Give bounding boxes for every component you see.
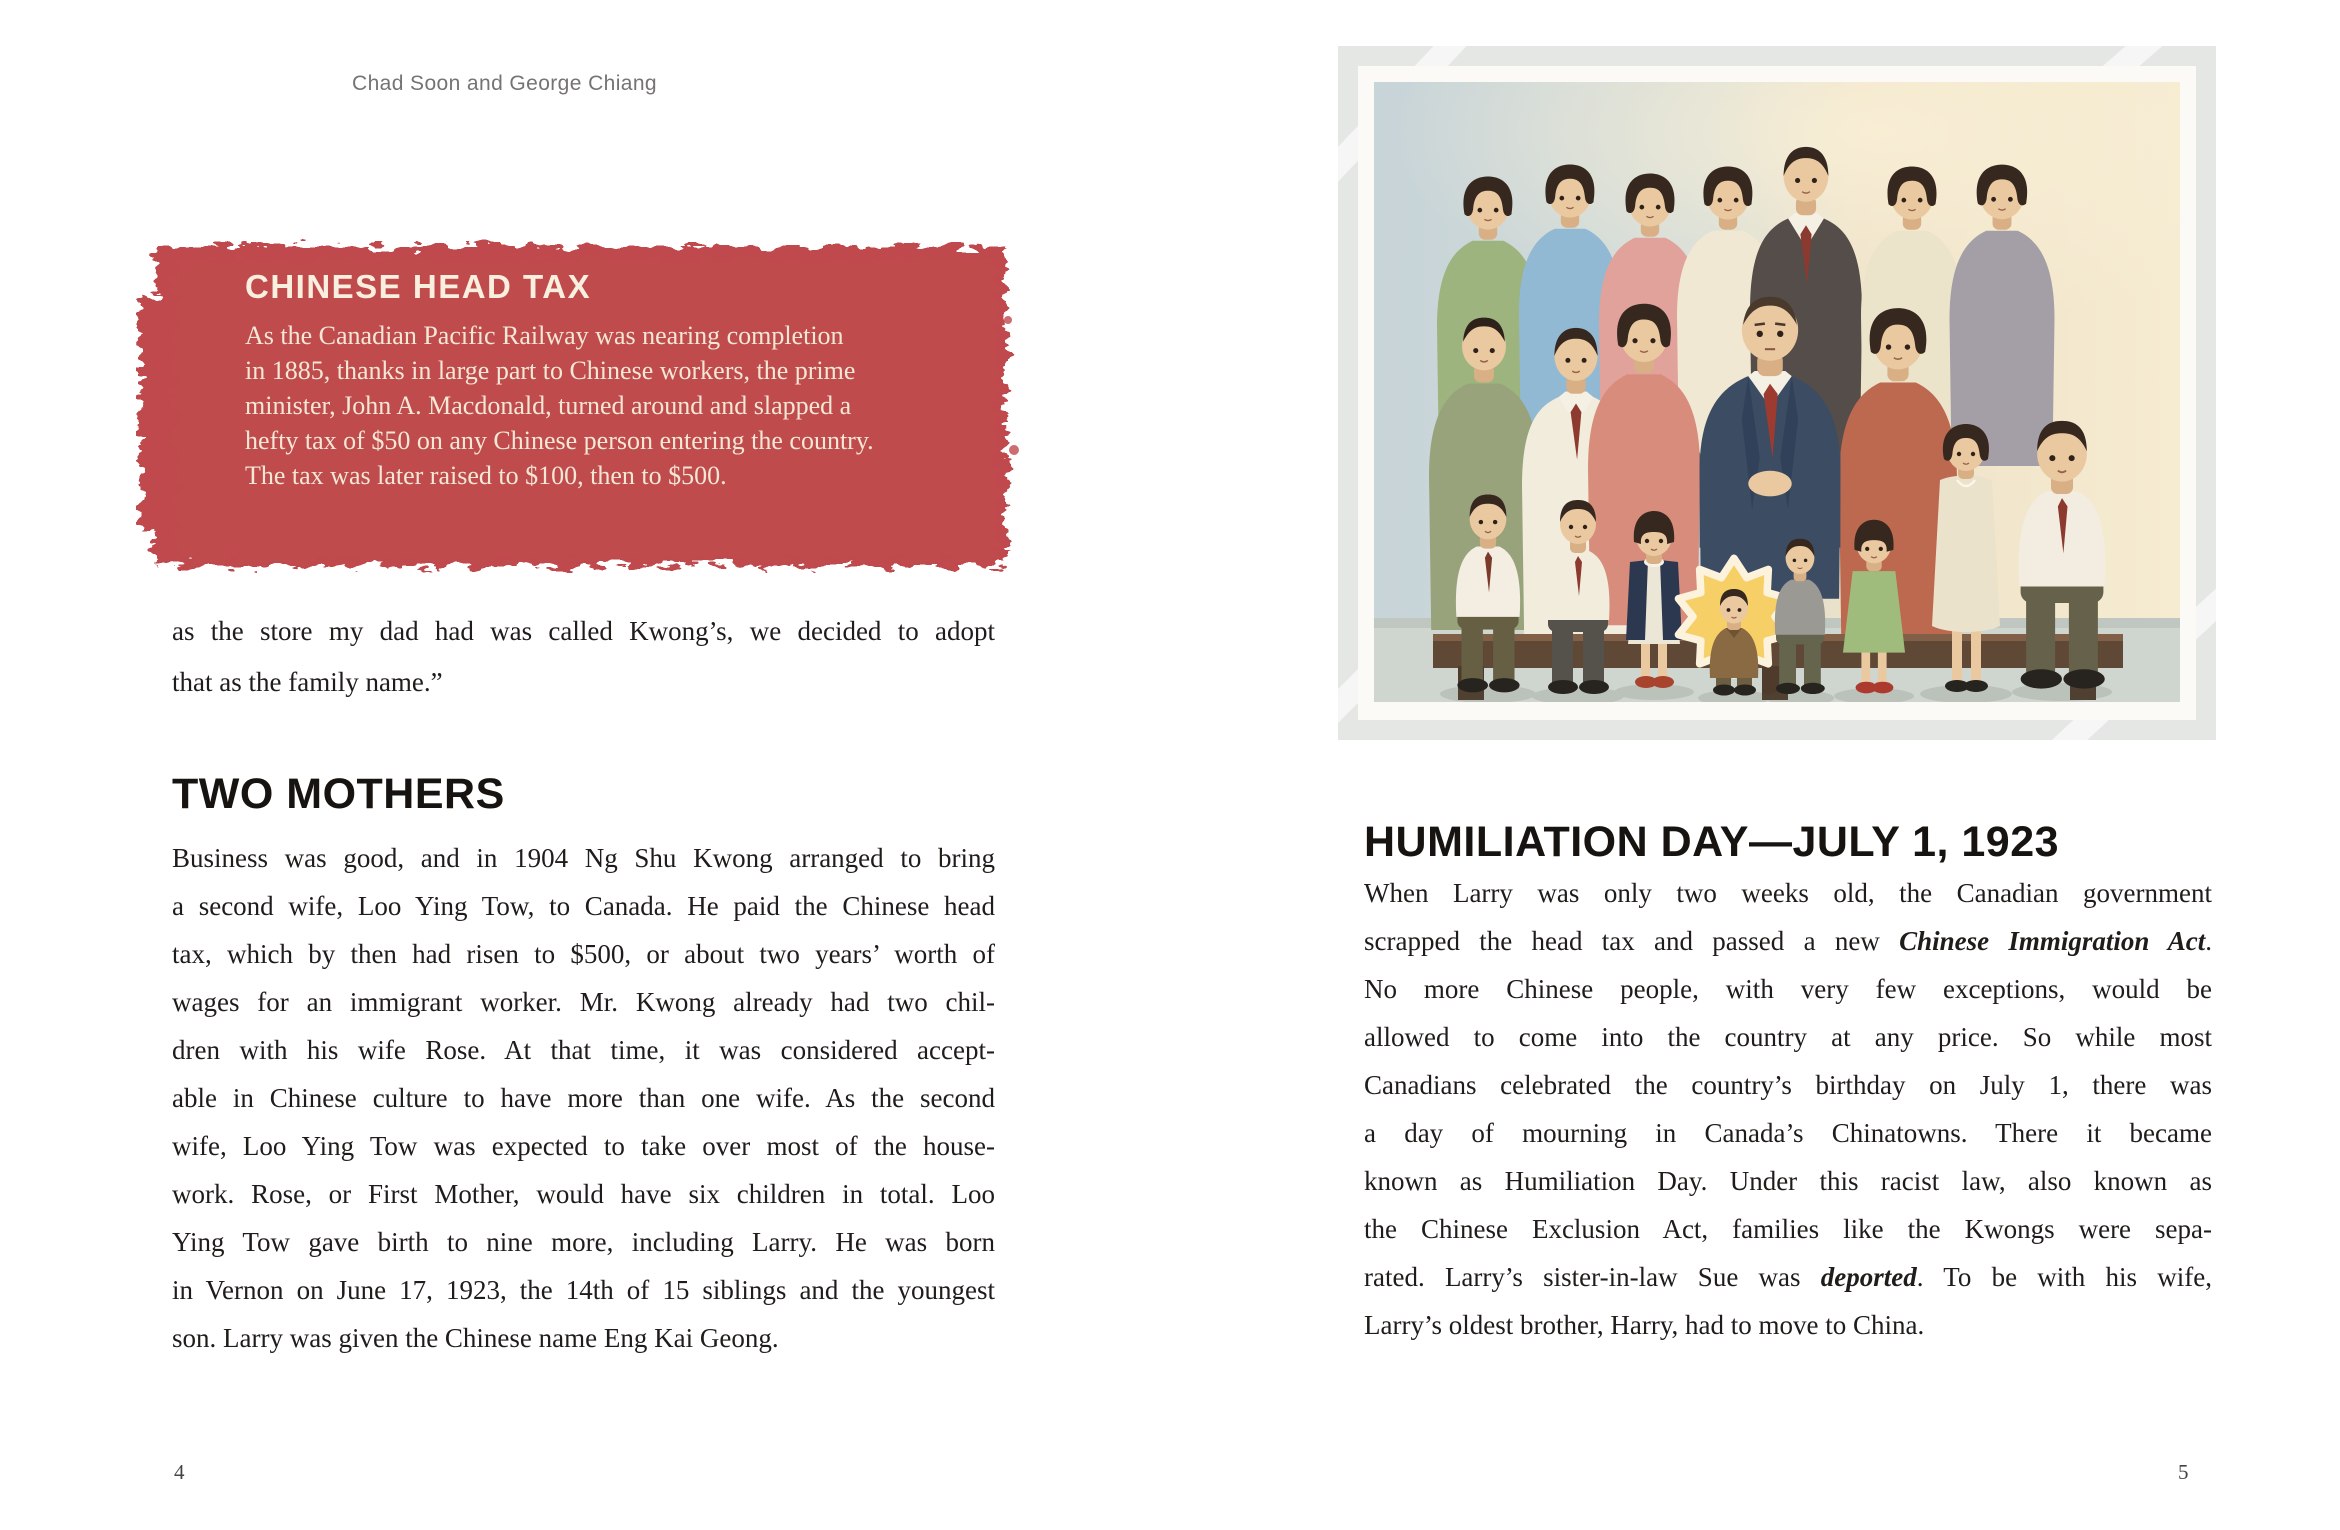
- family-portrait-illustration: [1338, 46, 2216, 740]
- text-line: dren with his wife Rose. At that time, it was considered accept-: [172, 1035, 995, 1065]
- callout-line: hefty tax of $50 on any Chinese person entering the country.: [245, 426, 874, 455]
- text-line: When Larry was only two weeks old, the Canadian government: [1364, 878, 2212, 908]
- text-line: the Chinese Exclusion Act, families like the Kwongs were sepa-: [1364, 1214, 2212, 1244]
- text-line: a second wife, Loo Ying Tow, to Canada. He paid the Chinese head: [172, 891, 995, 921]
- family-portrait-svg: [1338, 46, 2216, 740]
- text-line: rated. Larry’s sister-in-law Sue was deported. To be with his wife,: [1364, 1262, 2213, 1292]
- text-line: wife, Loo Ying Tow was expected to take over most of the house-: [172, 1131, 995, 1161]
- text-line: that as the family name.”: [172, 667, 443, 697]
- callout-line: The tax was later raised to $100, then to $500.: [245, 461, 727, 490]
- text-line: able in Chinese culture to have more than one wife. As the second: [172, 1083, 995, 1113]
- callout-line: As the Canadian Pacific Railway was nearing completion: [245, 321, 844, 350]
- text-line: Canadians celebrated the country’s birthday on July 1, there was: [1364, 1070, 2212, 1100]
- text-line: wages for an immigrant worker. Mr. Kwong already had two chil-: [172, 987, 995, 1017]
- page-number-right: 5: [2178, 1460, 2189, 1484]
- section-heading-two-mothers: TWO MOTHERS: [172, 770, 505, 818]
- text-line: work. Rose, or First Mother, would have six children in total. Loo: [172, 1179, 995, 1209]
- text-line: as the store my dad had was called Kwong’s, we decided to adopt: [172, 616, 995, 646]
- head-tax-callout: [136, 230, 1024, 586]
- callout-title: CHINESE HEAD TAX: [245, 268, 592, 305]
- callout-line: in 1885, thanks in large part to Chinese workers, the prime: [245, 356, 856, 385]
- page-number-left: 4: [174, 1460, 185, 1484]
- text-line: tax, which by then had risen to $500, or about two years’ worth of: [172, 939, 995, 969]
- humiliation-day-paragraph: [1364, 878, 2212, 1358]
- text-line: known as Humiliation Day. Under this racist law, also known as: [1364, 1166, 2212, 1196]
- callout-line: minister, John A. Macdonald, turned around and slapped a: [245, 391, 852, 420]
- text-line: Ying Tow gave birth to nine more, including Larry. He was born: [172, 1227, 995, 1257]
- text-line: Business was good, and in 1904 Ng Shu Kwong arranged to bring: [172, 843, 995, 873]
- text-line: scrapped the head tax and passed a new Chinese Immigration Act.: [1364, 926, 2212, 956]
- section-heading-humiliation-day: HUMILIATION DAY—JULY 1, 1923: [1364, 818, 2060, 866]
- running-head-authors: Chad Soon and George Chiang: [352, 72, 658, 95]
- text-line: allowed to come into the country at any price. So while most: [1364, 1022, 2212, 1052]
- two-mothers-paragraph: [172, 843, 995, 1371]
- text-line: son. Larry was given the Chinese name Eng Kai Geong.: [172, 1323, 779, 1353]
- intro-paragraph: [172, 616, 995, 718]
- text-line: No more Chinese people, with very few exceptions, would be: [1364, 974, 2212, 1004]
- text-line: a day of mourning in Canada’s Chinatowns. There it became: [1364, 1118, 2212, 1148]
- text-line: in Vernon on June 17, 1923, the 14th of 15 siblings and the youngest: [172, 1275, 995, 1305]
- text-line: Larry’s oldest brother, Harry, had to move to China.: [1364, 1310, 1925, 1340]
